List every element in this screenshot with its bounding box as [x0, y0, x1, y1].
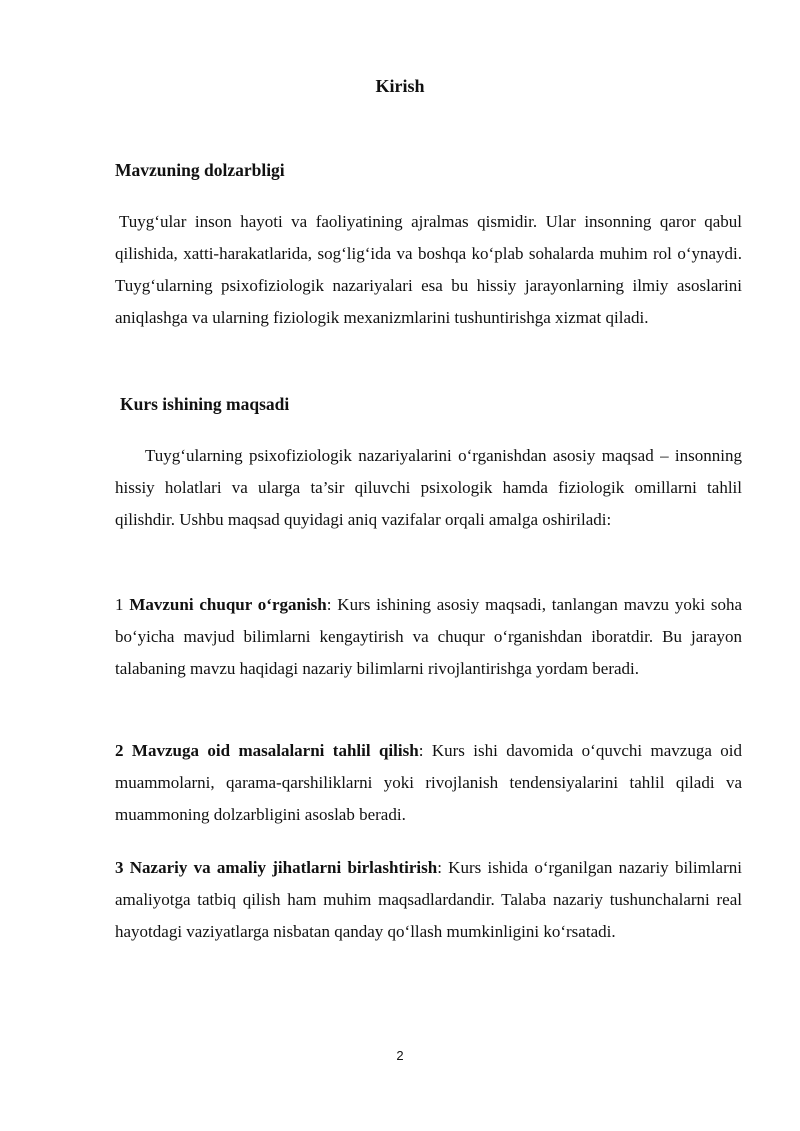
paragraph-relevance: Tuyg‘ular inson hayoti va faoliyatining ajralmas qismidir. Ular insonning qaror qabul qilishida, xatti-harakatlarida, sog‘lig‘ida va boshqa ko‘plab sohalarda muhim rol o‘ynaydi. Tuyg‘ularning psixofiziologik nazariyalari esa bu hissiy jarayonlarning ilmiy asoslarini aniqlashga va ularning fiziologik mexanizmlarini tushuntirishga xizmat qiladi. [115, 212, 742, 327]
item-number: 1 [115, 595, 124, 614]
item-text: : Kurs ishining asosiy maqsadi, tanlangan mavzu yoki soha bo‘yicha mavjud bilimlarni kengaytirish va chuqur o‘rganishdan iboratdir. Bu jarayon talabaning mavzu haqidagi nazariy bilimlarni rivojlantirishga yordam beradi. [115, 595, 743, 678]
item-term: Mavzuga oid masalalarni tahlil qilish [131, 741, 419, 760]
paragraph-goal: Tuyg‘ularning psixofiziologik nazariyalarini o‘rganishdan asosiy maqsad – insonning hissiy holatlari va ularga ta’sir qiluvchi psixologik hamda fiziologik omillarni tahlil qilishdir. Ushbu maqsad quyidagi aniq vazifalar orqali amalga oshiriladi: [115, 446, 742, 529]
item-term: Nazariy va amaliy jihatlarni birlashtirish [129, 858, 438, 877]
item-term: Mavzuni chuqur o‘rganish [129, 595, 327, 614]
list-item-3 [115, 852, 742, 948]
page-number: 2 [396, 1048, 404, 1063]
section-heading-goal: Kurs ishining maqsadi [120, 394, 290, 414]
section-heading-relevance: Mavzuning dolzarbligi [115, 160, 285, 180]
item-number: 2 [115, 741, 124, 760]
list-item-1 [115, 589, 742, 685]
item-number: 3 [115, 858, 124, 877]
list-item-2 [115, 735, 742, 831]
page-title: Kirish [375, 76, 425, 96]
item-text: : Kurs ishi davomida o‘quvchi mavzuga oid muammolarni, qarama-qarshiliklarni yoki rivojlanish tendensiyalarini tahlil qiladi va muammoning dolzarbligini asoslab beradi. [115, 741, 743, 824]
item-text: : Kurs ishida o‘rganilgan nazariy bilimlarni amaliyotga tatbiq qilish ham muhim maqsadlardandir. Talaba nazariy tushunchalarni real hayotdagi vaziyatlarga nisbatan qanday qo‘llash mumkinligini ko‘rsatadi. [115, 858, 742, 941]
